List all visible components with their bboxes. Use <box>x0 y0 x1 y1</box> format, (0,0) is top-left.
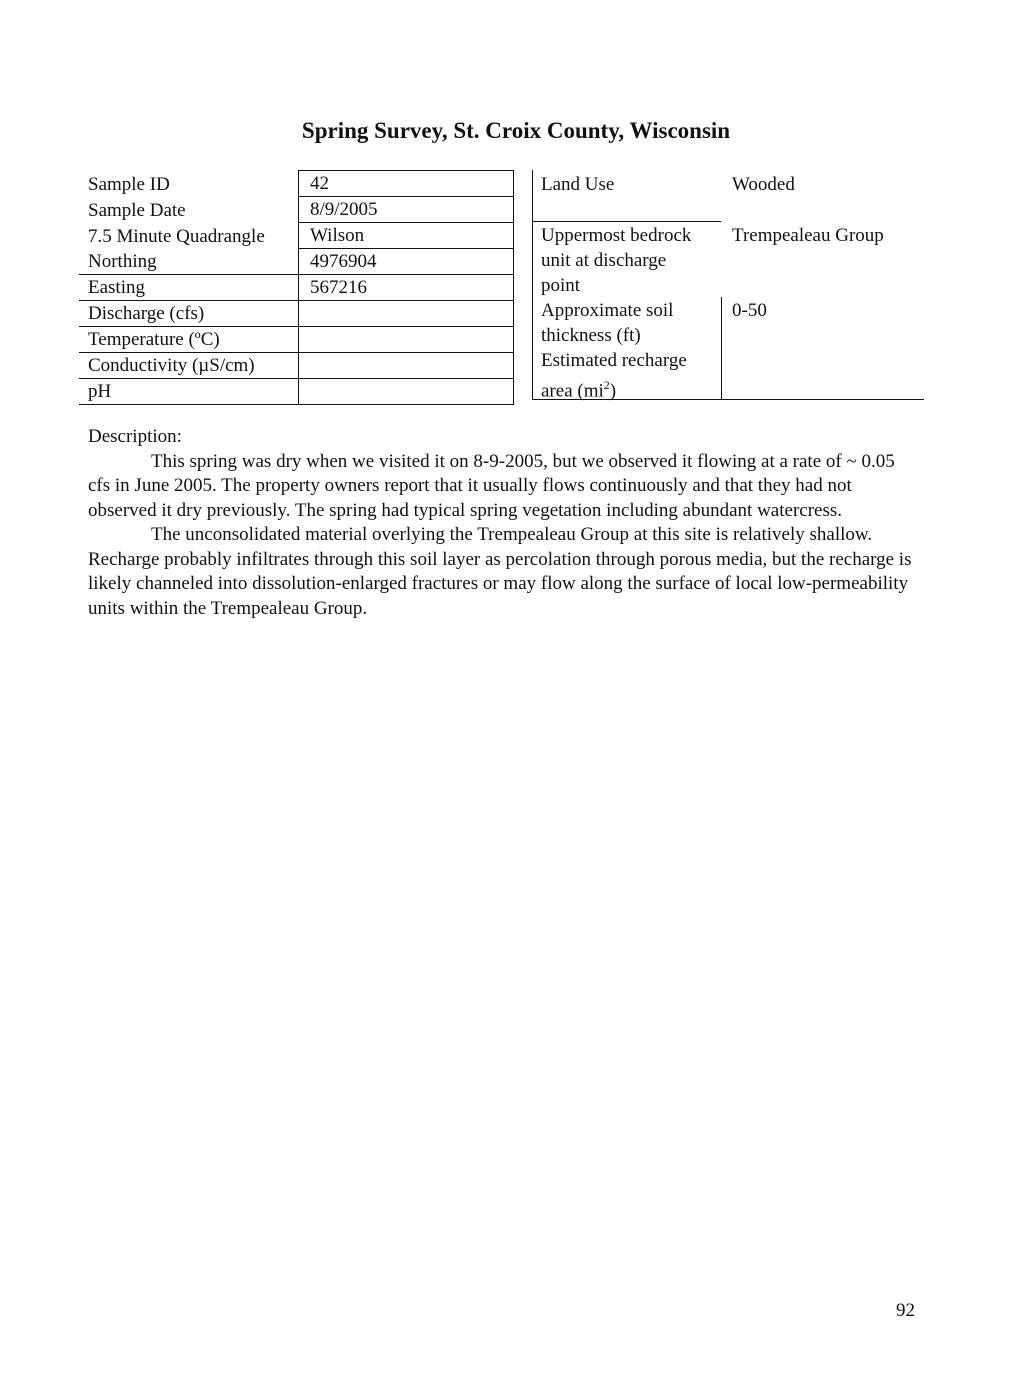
table-divider <box>721 297 722 400</box>
recharge-area-superscript: 2 <box>603 378 610 392</box>
table-row <box>79 275 514 301</box>
row-value: 42 <box>299 171 514 197</box>
table-row <box>79 353 514 379</box>
row-label: Easting <box>79 275 299 301</box>
row-label: Northing <box>79 249 299 275</box>
row-value: 567216 <box>299 275 514 301</box>
row-value: 4976904 <box>299 249 514 275</box>
table-row <box>79 197 514 223</box>
table-row <box>79 249 514 275</box>
row-value <box>299 353 514 379</box>
soil-label-line: Approximate soil <box>541 300 674 321</box>
recharge-label-line <box>541 373 616 403</box>
description-heading: Description: <box>88 426 182 447</box>
bedrock-label-line: unit at discharge <box>541 250 667 271</box>
row-label: Sample ID <box>88 173 170 195</box>
recharge-label-line: Estimated recharge <box>541 350 687 371</box>
page-number: 92 <box>896 1300 915 1321</box>
soil-label-line: thickness (ft) <box>541 325 641 346</box>
description-paragraph: The unconsolidated material overlying the Trempealeau Group at this site is relatively shallow. Recharge probably infiltrates through this soil layer as percolation through porous media, but the recharge is likely channeled into dissolution-enlarged fractures or may flow along the surface of local low-permeability units within the Trempealeau Group. <box>88 524 912 619</box>
description-paragraph: This spring was dry when we visited it on 8-9-2005, but we observed it flowing at a rate of ~ 0.05 cfs in June 2005. The property owners report that it usually flows continuously and that they had not observed it dry previously. The spring had typical spring vegetation including abundant watercress. <box>88 450 895 521</box>
row-value: 8/9/2005 <box>299 197 514 223</box>
table-divider <box>532 221 721 222</box>
table-row <box>79 223 514 249</box>
row-label: Conductivity (µS/cm) <box>79 353 299 379</box>
recharge-area-close: ) <box>609 380 617 402</box>
row-value <box>299 301 514 327</box>
row-value <box>299 327 514 353</box>
soil-value: 0-50 <box>732 300 767 321</box>
row-label: Temperature (ºC) <box>79 327 299 353</box>
land-use-label: Land Use <box>541 174 615 195</box>
table-row <box>79 301 514 327</box>
land-use-value: Wooded <box>732 174 795 195</box>
bedrock-label-line: point <box>541 275 581 296</box>
table-divider <box>532 170 533 400</box>
page-title: Spring Survey, St. Croix County, Wisconsin <box>301 118 731 143</box>
table-row <box>79 327 514 353</box>
row-value: Wilson <box>299 223 514 249</box>
site-characteristics-table <box>532 170 924 400</box>
sample-info-table <box>79 170 514 405</box>
row-label: 7.5 Minute Quadrangle <box>88 225 265 247</box>
recharge-area-text: area (mi <box>541 380 604 402</box>
row-label: pH <box>79 379 299 405</box>
row-label: Discharge (cfs) <box>79 301 299 327</box>
row-label: Sample Date <box>88 199 186 221</box>
row-value <box>299 379 514 405</box>
bedrock-value: Trempealeau Group <box>732 225 884 246</box>
bedrock-label-line: Uppermost bedrock <box>541 225 692 246</box>
table-row <box>79 379 514 405</box>
table-row <box>79 171 514 197</box>
description-section <box>88 425 918 621</box>
